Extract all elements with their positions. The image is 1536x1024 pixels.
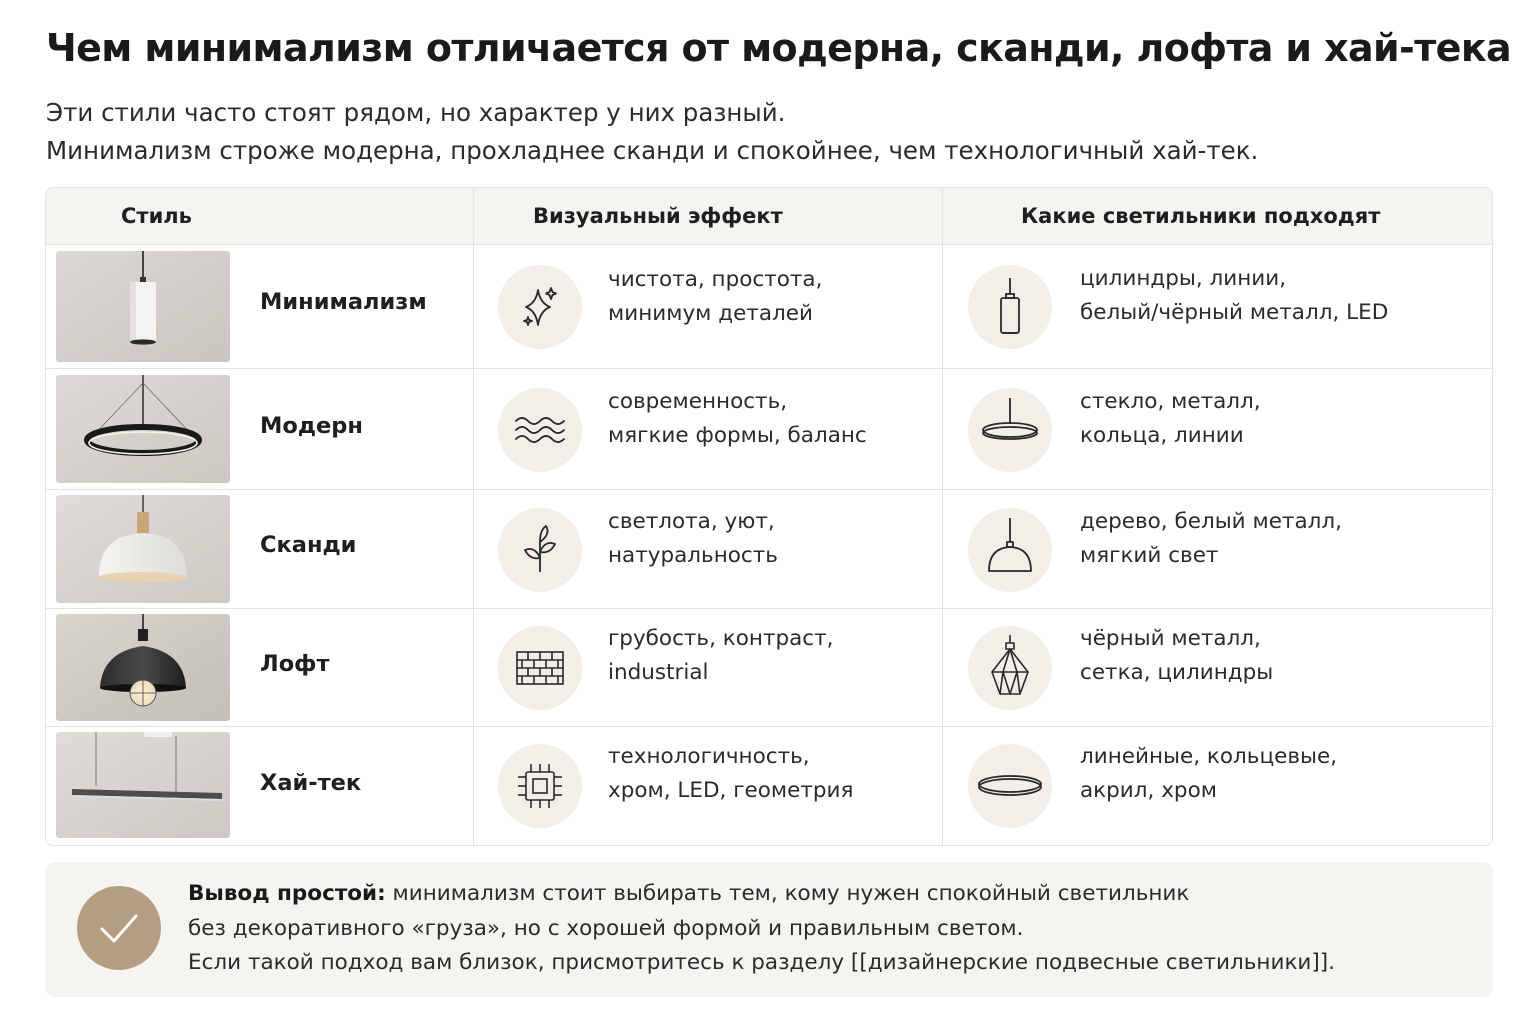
hitech-lamp-photo (56, 732, 230, 838)
effect-text: грубость, контраст, industrial (608, 626, 834, 685)
effect-text: светлота, уют, натуральность (608, 509, 778, 568)
cage-pendant-icon (968, 626, 1052, 710)
table-row (46, 490, 1492, 609)
intro-line-2: Минимализм строже модерна, прохладнее сканди и спокойнее, чем технологичный хай-тек. (46, 136, 1259, 165)
sparkle-icon (498, 265, 582, 349)
table-row (46, 727, 1492, 846)
effect-text: чистота, простота, минимум деталей (608, 267, 823, 326)
table-header (46, 188, 1492, 245)
ring-pendant-icon (968, 388, 1052, 472)
chip-icon (498, 744, 582, 828)
conclusion-text: Вывод простой: минимализм стоит выбирать тем, кому нужен спокойный светильник без декоративного «груза», но с хорошей формой и правильным светом. Если такой подход вам близок, присмотритесь к разделу [[дизайнерские подвесные светильники]]. (188, 877, 1335, 981)
effect-text: современность, мягкие формы, баланс (608, 389, 867, 448)
lamps-text: дерево, белый металл, мягкий свет (1080, 509, 1342, 568)
scandi-lamp-photo (56, 495, 230, 603)
table-row (46, 369, 1492, 490)
minimalism-lamp-photo (56, 251, 230, 362)
table-row (46, 609, 1492, 727)
waves-icon (498, 388, 582, 472)
style-name: Сканди (260, 532, 357, 558)
loft-lamp-photo (56, 614, 230, 721)
ring-flat-icon (968, 744, 1052, 828)
style-name: Лофт (260, 651, 330, 677)
effect-text: технологичность, хром, LED, геометрия (608, 744, 854, 803)
style-name: Минимализм (260, 289, 427, 315)
dome-pendant-icon (968, 508, 1052, 592)
conclusion-label: Вывод простой: (188, 881, 386, 906)
modern-lamp-photo (56, 375, 230, 483)
cylinder-pendant-icon (968, 265, 1052, 349)
page-title: Чем минимализм отличается от модерна, сканди, лофта и хай-тека (46, 26, 1512, 70)
header-style: Стиль (121, 204, 192, 228)
lamps-text: стекло, металл, кольца, линии (1080, 389, 1261, 448)
checkmark-icon (77, 886, 161, 970)
conclusion-box (45, 862, 1493, 997)
style-name: Модерн (260, 413, 363, 439)
comparison-table (45, 187, 1493, 846)
table-row (46, 245, 1492, 369)
brick-wall-icon (498, 626, 582, 710)
leaf-icon (498, 508, 582, 592)
style-name: Хай-тек (260, 770, 362, 796)
header-suitable-lamps: Какие светильники подходят (1021, 204, 1381, 228)
lamps-text: линейные, кольцевые, акрил, хром (1080, 744, 1338, 803)
lamps-text: цилиндры, линии, белый/чёрный металл, LED (1080, 266, 1389, 325)
category-link-text: Если такой подход вам близок, присмотритесь к разделу [[дизайнерские подвесные светильники]]. (188, 950, 1336, 975)
header-visual-effect: Визуальный эффект (533, 204, 783, 228)
intro-line-1: Эти стили часто стоят рядом, но характер у них разный. (46, 98, 786, 127)
intro (46, 94, 1258, 170)
lamps-text: чёрный металл, сетка, цилиндры (1080, 626, 1274, 685)
